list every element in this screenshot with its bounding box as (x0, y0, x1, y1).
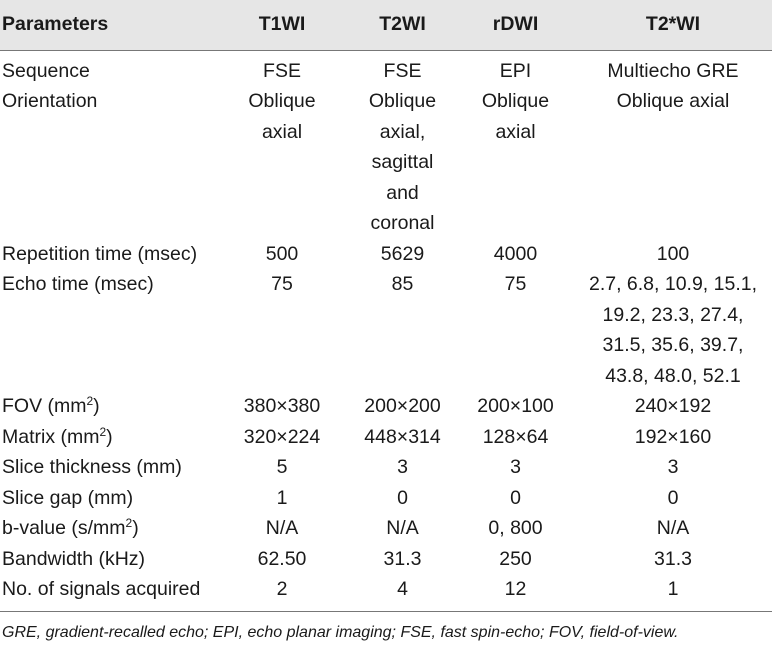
cell-line: axial (261, 120, 303, 143)
t2swi-cell (574, 269, 772, 391)
t1wi-cell (216, 50, 348, 239)
t2swi-cell: 100 (656, 242, 690, 265)
t2wi-cell: 5629 (380, 242, 425, 265)
cell-line: axial, (379, 120, 426, 143)
param-superscript: 2 (99, 424, 107, 439)
cell-line: Oblique (368, 90, 437, 112)
table-row (0, 513, 772, 544)
t1wi-cell: 2 (216, 574, 348, 611)
rdwi-cell: 250 (499, 547, 532, 570)
param-label: No. of signals acquired (0, 574, 216, 611)
t2swi-cell: 240×192 (634, 395, 712, 417)
cell-line: Oblique (481, 90, 550, 112)
t1wi-cell: 5 (276, 456, 288, 478)
param-label-tail: ) (106, 425, 113, 448)
param-superscript: 2 (86, 394, 94, 408)
t2wi-cell: 0 (397, 486, 408, 509)
param-label: Bandwidth (kHz) (2, 547, 146, 570)
param-label: Orientation (2, 90, 98, 112)
t2wi-cell: N/A (386, 517, 419, 539)
table-row (0, 422, 772, 453)
table-row (0, 452, 772, 483)
param-label: Slice gap (mm) (2, 486, 134, 509)
param-label: Matrix (mm (2, 425, 100, 448)
param-label: Echo time (msec) (2, 273, 154, 295)
param-label: Sequence (2, 59, 90, 82)
header-t2wi: T2WI (348, 0, 457, 50)
table-footnote: GRE, gradient-recalled echo; EPI, echo planar imaging; FSE, fast spin-echo; FOV, field-of-view. (2, 623, 679, 641)
t2wi-cell: 4 (348, 574, 457, 611)
header-parameters: Parameters (0, 0, 216, 50)
t2wi-cell: 448×314 (364, 425, 441, 448)
table-row (0, 544, 772, 575)
rdwi-cell: 128×64 (482, 425, 549, 448)
cell-line: axial (495, 120, 536, 143)
t2wi-cell: 31.3 (383, 547, 422, 570)
header-rdwi: rDWI (457, 0, 574, 50)
rdwi-cell: 200×100 (477, 395, 554, 417)
table-row (0, 239, 772, 270)
t2swi-cell: 0 (667, 486, 679, 509)
rdwi-cell: 4000 (493, 242, 538, 265)
cell-line: FSE (383, 59, 422, 82)
header-t2swi: T2*WI (574, 0, 772, 50)
param-superscript: 2 (125, 516, 133, 530)
cell-line: sagittal (371, 151, 434, 173)
t2swi-cell: 1 (574, 574, 772, 611)
cell-line: and (386, 181, 419, 204)
t2wi-cell: 3 (397, 456, 408, 478)
param-cell (0, 50, 216, 239)
cell-line: FSE (263, 59, 301, 82)
param-label-tail: ) (93, 395, 100, 417)
cell-line: coronal (370, 212, 435, 234)
header-t1wi: T1WI (216, 0, 348, 50)
table-row (0, 391, 772, 422)
table-row (0, 50, 772, 239)
param-cell (0, 513, 216, 544)
rdwi-cell (457, 50, 574, 239)
t1wi-cell: 62.50 (257, 547, 307, 570)
t2wi-cell: 200×200 (364, 395, 441, 417)
rdwi-cell: 3 (510, 456, 521, 478)
t2swi-cell: 3 (667, 456, 679, 478)
table-row (0, 483, 772, 514)
param-label-tail: ) (132, 517, 139, 539)
param-cell (0, 391, 216, 422)
t2swi-cell (574, 50, 772, 239)
param-label: Slice thickness (mm) (2, 456, 182, 478)
t1wi-cell: 380×380 (243, 395, 321, 417)
table-body (0, 50, 772, 611)
rdwi-cell: 12 (457, 574, 574, 611)
t1wi-cell: N/A (265, 517, 299, 539)
t2swi-cell: N/A (656, 517, 690, 539)
cell-line: 43.8, 48.0, 52.1 (605, 364, 741, 387)
t1wi-cell: 320×224 (243, 425, 321, 448)
header-row (0, 0, 772, 50)
param-label: FOV (mm (2, 395, 87, 417)
table-row (0, 269, 772, 391)
param-label: Repetition time (msec) (2, 242, 198, 265)
t2wi-cell: 85 (391, 273, 414, 295)
cell-line: 2.7, 6.8, 10.9, 15.1, (588, 273, 758, 295)
param-cell (0, 422, 216, 453)
rdwi-cell: 0, 800 (488, 517, 543, 539)
cell-line: 19.2, 23.3, 27.4, (602, 303, 744, 326)
cell-line: EPI (499, 59, 532, 82)
t1wi-cell: 75 (271, 273, 293, 295)
cell-line: Multiecho GRE (607, 59, 739, 82)
rdwi-cell: 0 (510, 486, 521, 509)
t2wi-cell (348, 50, 457, 239)
t1wi-cell: 1 (276, 486, 288, 509)
table-header (0, 0, 772, 50)
table-row (0, 574, 772, 611)
t2swi-cell: 31.3 (654, 547, 692, 570)
cell-line: Oblique axial (616, 90, 730, 112)
t1wi-cell: 500 (265, 242, 299, 265)
cell-line: Oblique (248, 90, 316, 112)
t2swi-cell: 192×160 (634, 425, 712, 448)
cell-line: 31.5, 35.6, 39.7, (602, 334, 744, 356)
rdwi-cell: 75 (504, 273, 527, 295)
param-label: b-value (s/mm (2, 517, 126, 539)
